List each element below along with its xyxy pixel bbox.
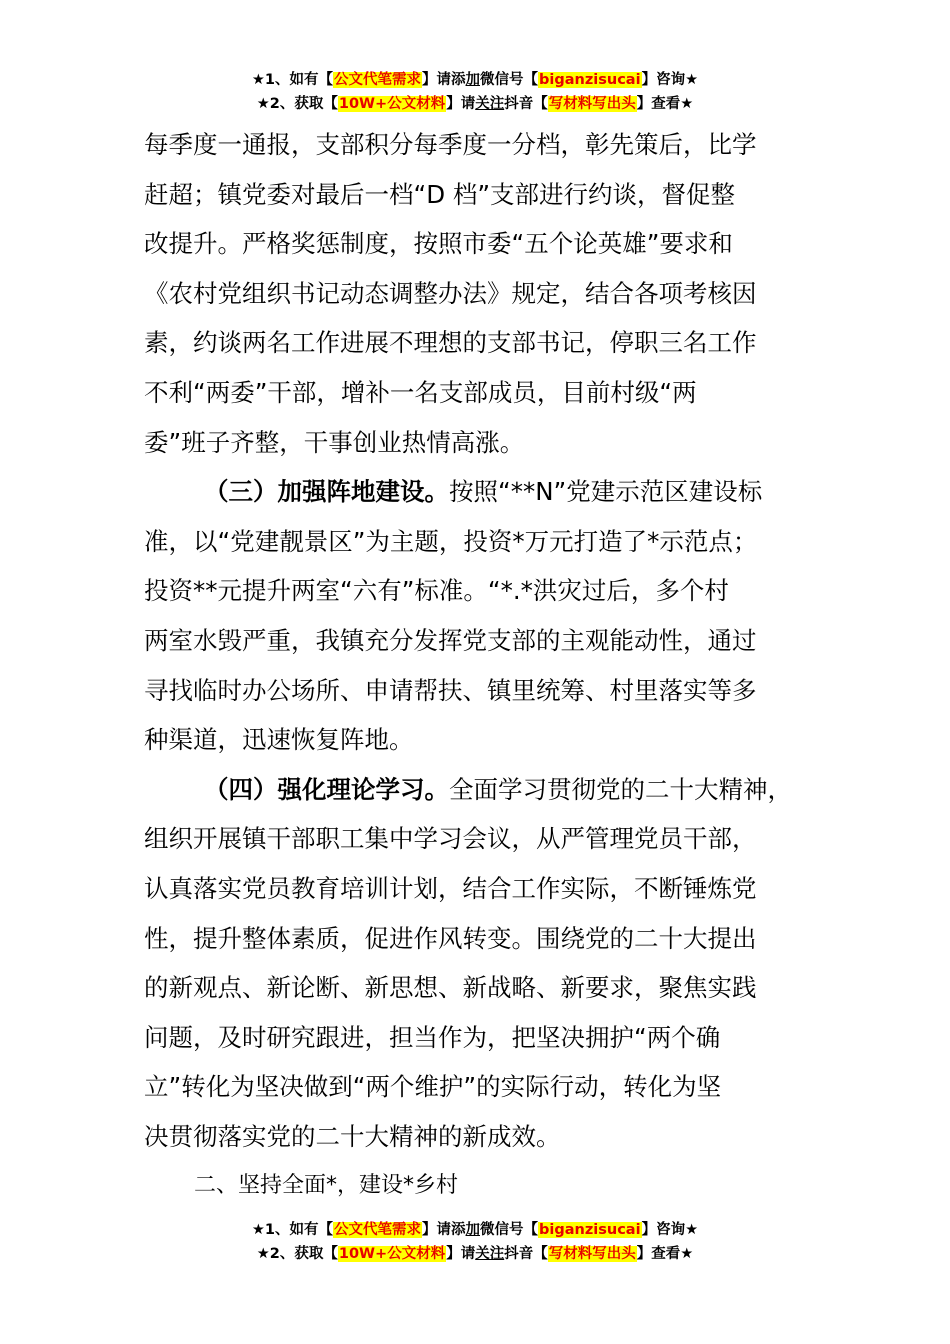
text-line: 认真落实党员教育培训计划，结合工作实际，不断锤炼党 (144, 873, 757, 903)
text-line: 准，以“党建靓景区”为主题，投资*万元打造了*示范点； (144, 526, 758, 556)
text-line (144, 765, 834, 815)
banner-underline: 加 (465, 72, 481, 88)
text-line: 委”班子齐整，干事创业热情高涨。 (144, 427, 525, 457)
banner-line-1 (0, 68, 950, 92)
highlight-materials: 10W+公文材料 (338, 1246, 446, 1262)
text-line: 种渠道，迅速恢复阵地。 (144, 725, 414, 755)
text-line: 改提升。严格奖惩制度，按照市委“五个论英雄”要求和 (144, 229, 733, 259)
highlight-service: 公文代笔需求 (334, 1222, 422, 1238)
section-heading: （四）强化理论学习。 (204, 774, 449, 804)
banner-text: 】请添 (422, 72, 466, 88)
banner-text: 抖音【 (504, 96, 548, 112)
banner-text: ★2、获取【 (256, 96, 338, 112)
banner-text: 】请 (446, 96, 476, 112)
text-line: 问题，及时研究跟进，担当作为，把坚决拥护“两个确 (144, 1022, 721, 1052)
banner-line-2 (0, 1242, 950, 1266)
text-run: 按照“**N”党建示范区建设标 (449, 477, 763, 507)
banner-text: 】请添 (422, 1222, 466, 1238)
text-line: 决贯彻落实党的二十大精神的新成效。 (144, 1121, 561, 1151)
highlight-service: 公文代笔需求 (334, 72, 422, 88)
highlight-wechat-id: biganzisucai (539, 72, 641, 88)
banner-text: 】查看★ (636, 1246, 694, 1262)
document-body (144, 120, 834, 1211)
highlight-douyin: 写材料写出头 (548, 96, 636, 112)
text-line: 性，提升整体素质，促进作风转变。围绕党的二十大提出 (144, 923, 757, 953)
banner-text: 微信号【 (480, 72, 539, 88)
banner-underline: 加 (465, 1222, 481, 1238)
banner-underline: 关注 (475, 1246, 505, 1262)
banner-text: 微信号【 (480, 1222, 539, 1238)
text-line: 《农村党组织书记动态调整办法》规定，结合各项考核因 (144, 278, 757, 308)
highlight-douyin: 写材料写出头 (548, 1246, 636, 1262)
banner-text: 抖音【 (504, 1246, 548, 1262)
text-line: 每季度一通报，支部积分每季度一分档，彰先策后，比学 (144, 130, 757, 159)
banner-line-1 (0, 1218, 950, 1242)
banner-text: 】咨询★ (641, 72, 699, 88)
text-line: 赶超；镇党委对最后一档“D 档”支部进行约谈，督促整 (144, 179, 736, 209)
text-line: 立”转化为坚决做到“两个维护”的实际行动，转化为坚 (144, 1072, 722, 1102)
section-two-heading: 二、坚持全面*，建设*乡村 (194, 1173, 459, 1199)
banner-text: 】查看★ (636, 96, 694, 112)
highlight-materials: 10W+公文材料 (338, 96, 446, 112)
banner-line-2 (0, 92, 950, 116)
paragraph-assessment (144, 120, 834, 467)
header-banner (0, 68, 950, 116)
text-line: 不利“两委”干部，增补一名支部成员，目前村级“两 (144, 377, 697, 407)
text-line: 寻找临时办公场所、申请帮扶、镇里统筹、村里落实等多 (144, 675, 757, 705)
banner-text: 】请 (446, 1246, 476, 1262)
banner-underline: 关注 (475, 96, 505, 112)
banner-text: ★2、获取【 (256, 1246, 338, 1262)
banner-text: 】咨询★ (641, 1222, 699, 1238)
text-line: 两室水毁严重，我镇充分发挥党支部的主观能动性，通过 (144, 625, 757, 655)
text-line: 素，约谈两名工作进展不理想的支部书记，停职三名工作 (144, 328, 757, 358)
footer-banner (0, 1218, 950, 1266)
paragraph-theory-study (144, 765, 834, 1162)
banner-text: ★1、如有【 (251, 72, 334, 88)
text-line: 的新观点、新论断、新思想、新战略、新要求，聚焦实践 (144, 973, 757, 1003)
text-run: 全面学习贯彻党的二十大精神， (449, 774, 792, 804)
text-line: 投资**元提升两室“六有”标准。“*.*洪灾过后，多个村 (144, 576, 729, 606)
banner-text: ★1、如有【 (251, 1222, 334, 1238)
text-line (144, 467, 834, 517)
highlight-wechat-id: biganzisucai (539, 1222, 641, 1238)
text-line: 组织开展镇干部职工集中学习会议，从严管理党员干部， (144, 824, 757, 854)
section-heading: （三）加强阵地建设。 (204, 477, 449, 507)
paragraph-position-building (144, 467, 834, 765)
